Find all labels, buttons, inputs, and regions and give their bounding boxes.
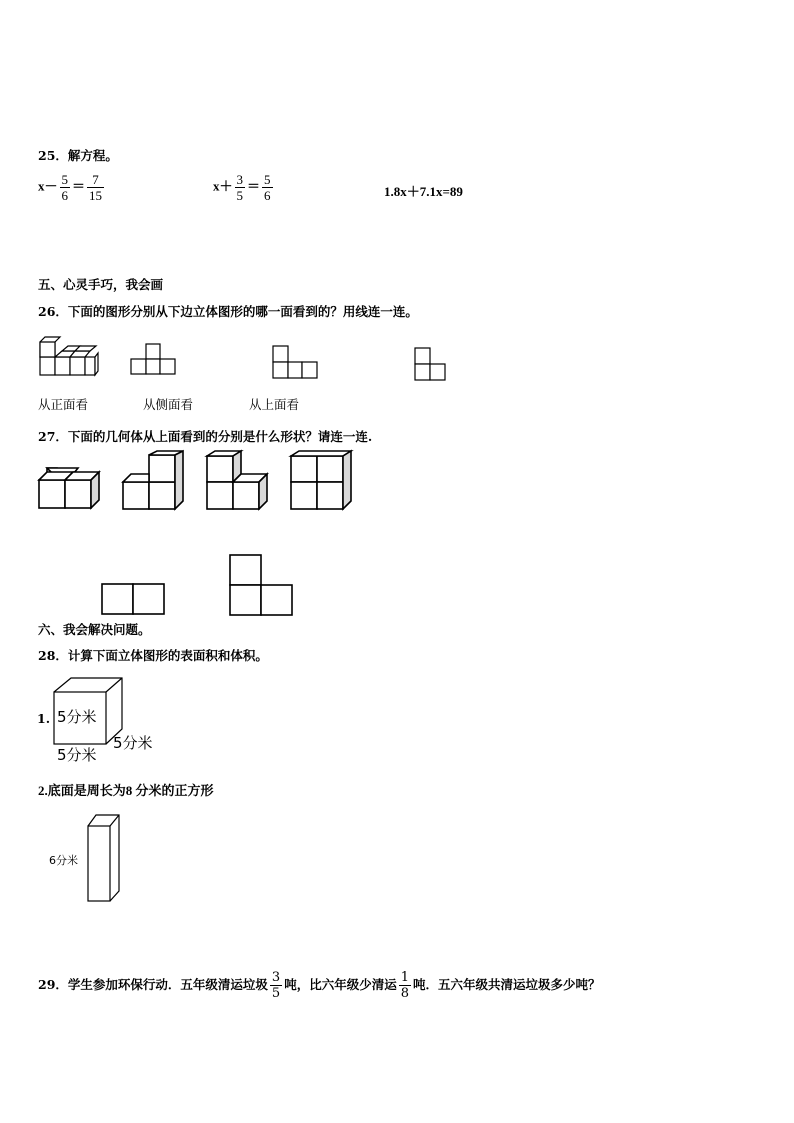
label-side-view: 从侧面看 bbox=[143, 397, 194, 412]
equation-2: x＋ $\frac{3}{5}$ ＝ $\frac{5}{6}$ bbox=[213, 172, 271, 203]
eq2-lhs: x＋ bbox=[213, 178, 233, 194]
q29-fraction-1: $\frac{3}{5}$ bbox=[271, 970, 281, 1001]
q28-item-1-label: 1. bbox=[37, 711, 51, 726]
label-top-view: 从上面看 bbox=[249, 397, 300, 412]
cube-front-label: 5分米 bbox=[57, 708, 97, 726]
q25-title: 25．解方程。 bbox=[38, 148, 118, 163]
equation-3: 1.8x＋7.1x=89 bbox=[384, 184, 463, 199]
q28-title: 28．计算下面立体图形的表面积和体积。 bbox=[38, 648, 268, 663]
eq1-fraction-2: $\frac{7}{15}$ bbox=[89, 172, 103, 203]
eq2-fraction-1: $\frac{3}{5}$ bbox=[236, 172, 244, 203]
q27-title: 27．下面的几何体从上面看到的分别是什么形状？请连一连. bbox=[38, 429, 373, 444]
equation-1: x－ $\frac{5}{6}$ ＝ $\frac{7}{15}$ bbox=[38, 172, 103, 203]
prism-height-label: 6分米 bbox=[49, 854, 78, 867]
section-5-title: 五、心灵手巧，我会画 bbox=[38, 277, 164, 292]
label-front-view: 从正面看 bbox=[38, 397, 89, 412]
eq1-fraction-1: $\frac{5}{6}$ bbox=[61, 172, 69, 203]
cube-side-label: 5分米 bbox=[113, 734, 153, 752]
eq1-lhs: x－ bbox=[38, 178, 58, 194]
section-6-title: 六、我会解决问题。 bbox=[38, 622, 151, 637]
q29-text: 29．学生参加环保行动．五年级清运垃圾 $\frac{3}{5}$ 吨，比六年级少清运 $\frac{1}{8}$ 吨．五六年级共清运垃圾多少吨？ bbox=[38, 970, 601, 1001]
cube-bottom-label: 5分米 bbox=[57, 746, 97, 764]
eq2-fraction-2: $\frac{5}{6}$ bbox=[264, 172, 271, 203]
q29-fraction-2: $\frac{1}{8}$ bbox=[400, 970, 409, 1001]
q28-item-2-text: 2.底面是周长为8 分米的正方形 bbox=[38, 783, 214, 798]
q26-title: 26．下面的图形分别从下边立体图形的哪一面看到的？用线连一连。 bbox=[38, 304, 418, 319]
